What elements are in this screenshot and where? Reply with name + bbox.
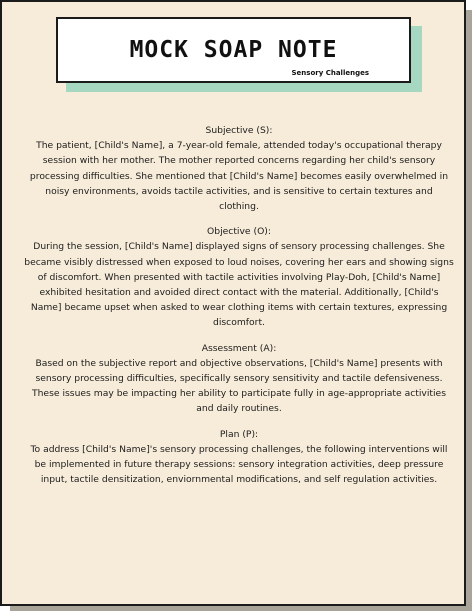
section-heading: Objective (O):: [207, 226, 271, 238]
document-title: MOCK SOAP NOTE: [129, 37, 338, 63]
section-plan: [24, 427, 454, 488]
section-assessment: [24, 341, 454, 417]
section-heading: Assessment (A):: [201, 342, 277, 354]
document-subtitle: Sensory Challenges: [291, 69, 369, 77]
section-heading: Plan (P):: [219, 428, 259, 440]
section-body: The patient, [Child's Name], a 7-year-old female, attended today's occupational therapy session with her mother. The mother reported concerns regarding her child's sensory processing difficulties. She mentioned that [Child's Name] becomes easily overwhelmed in noisy environments, avoids tactile activities, and is sensitive to certain textures and clothing.: [29, 140, 449, 213]
section-body: During the session, [Child's Name] displayed signs of sensory processing challenges. She became visibly distressed when exposed to loud noises, covering her ears and showing signs of discomfort. When presented with tactile activities involving Play-Doh, [Child's Name] exhibited hesitation and avoided direct contact with the material. Additionally, [Child's Name] became upset when asked to wear clothing items with certain textures, expressing discomfort.: [24, 241, 454, 329]
section-heading: Subjective (S):: [205, 125, 273, 136]
title-box: [56, 17, 411, 83]
section-body: To address [Child's Name]'s sensory processing challenges, the following interventions will be implemented in future therapy sessions: sensory integration activities, deep pressure input, tactile densitization, enviornmental modifications, and self regulation activities.: [30, 443, 448, 486]
section-objective: [24, 224, 454, 330]
section-body: Based on the subjective report and objective observations, [Child's Name] presents with sensory processing difficulties, specifically sensory sensitivity and tactile defensiveness. These issues may be impacting her ability to participate fully in age-appropriate activities and daily routines.: [32, 357, 446, 415]
section-subjective: [24, 123, 454, 214]
note-content: [24, 123, 454, 497]
